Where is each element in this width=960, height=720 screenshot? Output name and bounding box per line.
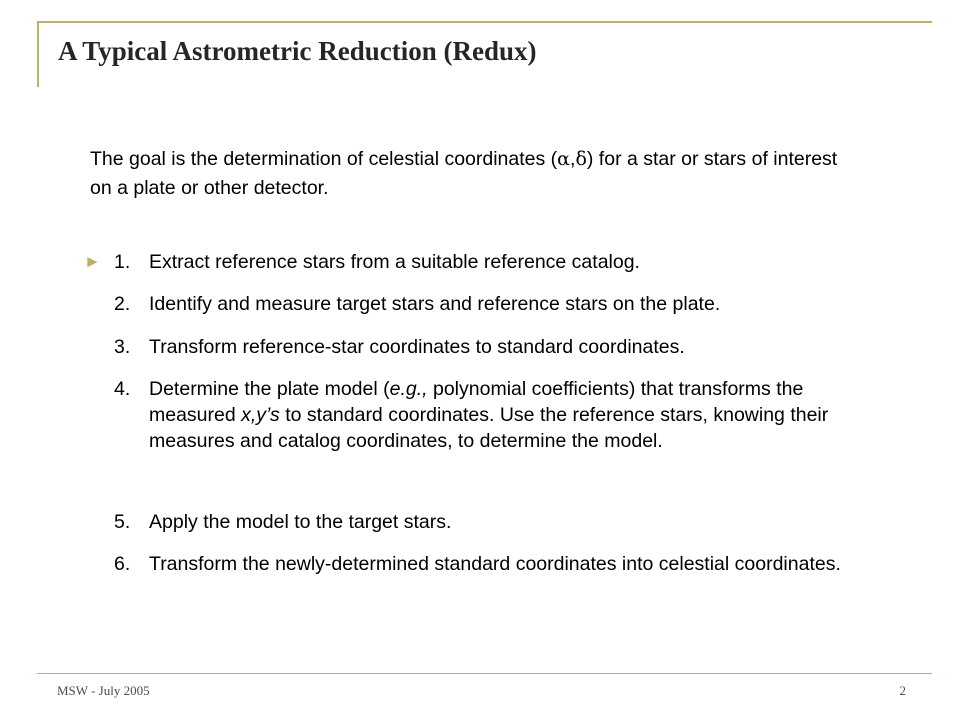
bullet-arrow-icon: ► bbox=[84, 252, 101, 271]
step-4-xy: x,y’s bbox=[241, 404, 280, 426]
delta-symbol: δ bbox=[575, 148, 587, 170]
footer-author-date: MSW - July 2005 bbox=[57, 683, 150, 698]
step-number: 2. bbox=[114, 293, 131, 315]
step-text: Identify and measure target stars and reference stars on the plate. bbox=[149, 293, 721, 315]
intro-before: The goal is the determination of celestial coordinates ( bbox=[90, 148, 558, 170]
step-4-part2: polynomial coefficients) that transforms the measured bbox=[149, 378, 804, 426]
frame-top-line bbox=[37, 21, 932, 23]
step-number: 6. bbox=[114, 553, 131, 575]
alpha-symbol: α bbox=[557, 148, 571, 170]
step-4-part1: Determine the plate model ( bbox=[149, 378, 390, 400]
step-text: Apply the model to the target stars. bbox=[149, 511, 452, 533]
step-text bbox=[149, 376, 869, 454]
step-number: 1. bbox=[114, 251, 131, 273]
step-4-part3: to standard coordinates. Use the reference stars, knowing their measures and catalog coordinates, to determine the model. bbox=[149, 404, 829, 452]
slide-title: A Typical Astrometric Reduction (Redux) bbox=[58, 36, 537, 66]
step-text: Transform the newly-determined standard coordinates into celestial coordinates. bbox=[149, 553, 841, 575]
frame-bottom-line bbox=[37, 673, 932, 674]
frame-left-line bbox=[37, 21, 39, 87]
step-4-eg: e.g., bbox=[389, 378, 428, 400]
step-number: 4. bbox=[114, 378, 131, 400]
intro-after: ) for a star or stars of interest on a plate or other detector. bbox=[90, 148, 838, 199]
footer-page-number: 2 bbox=[899, 683, 906, 698]
intro-paragraph bbox=[90, 145, 850, 203]
intro-comma: , bbox=[570, 148, 576, 170]
step-text: Transform reference-star coordinates to standard coordinates. bbox=[149, 336, 685, 358]
step-text: Extract reference stars from a suitable reference catalog. bbox=[149, 251, 640, 273]
step-number: 5. bbox=[114, 511, 131, 533]
step-number: 3. bbox=[114, 336, 131, 358]
